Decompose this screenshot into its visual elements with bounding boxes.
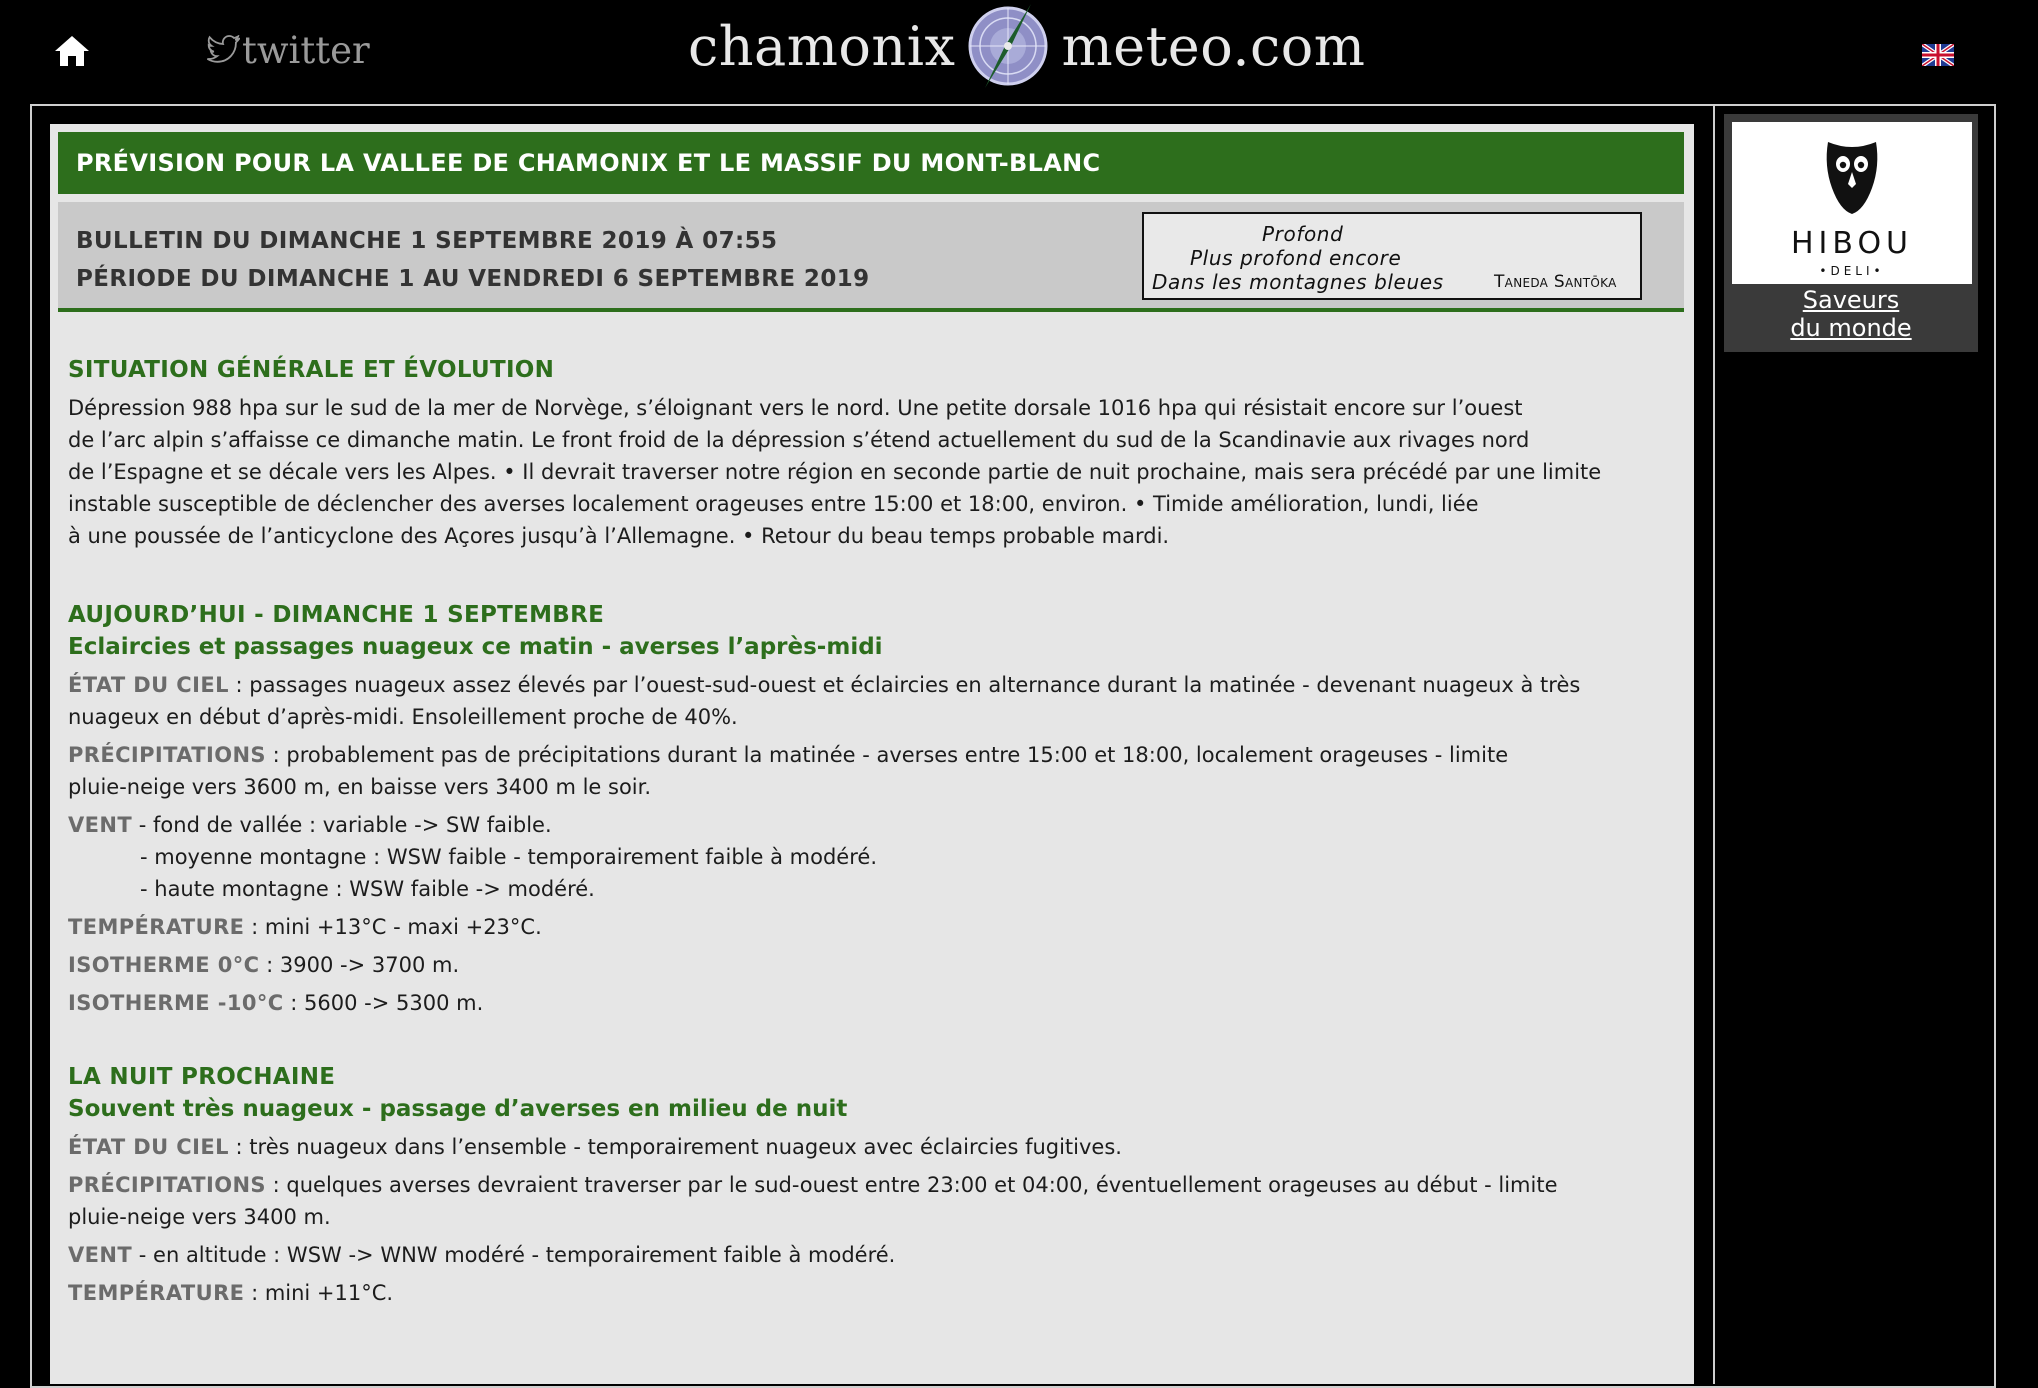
sky-label: ÉTAT DU CIEL — [68, 1135, 229, 1159]
twitter-link[interactable] — [206, 28, 370, 72]
logo-text-left: chamonix — [688, 14, 956, 78]
isotherm-0-label: ISOTHERME 0°C — [68, 953, 260, 977]
situation-line: instable susceptible de déclencher des averses localement orageuses entre 15:00 et 18:00, environ. • Timide amélioration, lundi, liée — [68, 492, 1479, 516]
today-isotherm-0 — [68, 949, 1688, 981]
today-isotherm-10 — [68, 987, 1688, 1019]
sky-value: : passages nuageux assez élevés par l’ouest-sud-ouest et éclaircies en alternance durant la matinée - devenant nuageux à très — [228, 673, 1581, 697]
wind-high-mountain: - haute montagne : WSW faible -> modéré. — [140, 877, 595, 901]
site-logo[interactable] — [688, 0, 1365, 92]
temperature-value: : mini +13°C - maxi +23°C. — [244, 915, 542, 939]
wind-valley: - fond de vallée : variable -> SW faible. — [132, 813, 552, 837]
situation-line: de l’Espagne et se décale vers les Alpes. • Il devrait traverser notre région en seconde partie de nuit prochaine, mais sera précédé par une limite — [68, 460, 1602, 484]
situation-line: de l’arc alpin s’affaisse ce dimanche matin. Le front froid de la dépression s’étend actuellement du sud de la Scandinavie aux rivages nord — [68, 428, 1530, 452]
wind-label: VENT — [68, 813, 133, 837]
today-temperature — [68, 911, 1688, 943]
forecast-content — [68, 354, 1688, 1309]
situation-text — [68, 392, 1688, 552]
situation-line: à une poussée de l’anticyclone des Açores jusqu’à l’Allemagne. • Retour du beau temps probable mardi. — [68, 524, 1170, 548]
precip-label: PRÉCIPITATIONS — [68, 743, 266, 767]
owl-icon — [1822, 136, 1882, 216]
temperature-label: TEMPÉRATURE — [68, 1281, 245, 1305]
wind-mid-mountain: - moyenne montagne : WSW faible - temporairement faible à modéré. — [140, 845, 877, 869]
today-wind — [68, 809, 1688, 905]
top-bar — [0, 0, 2038, 104]
haiku-author: Taneda Santōka — [1494, 272, 1617, 292]
isotherm-10-value: : 5600 -> 5300 m. — [283, 991, 484, 1015]
sky-value-cont: nuageux en début d’après-midi. Ensoleillement proche de 40%. — [68, 705, 738, 729]
night-temperature — [68, 1277, 1688, 1309]
precip-label: PRÉCIPITATIONS — [68, 1173, 266, 1197]
twitter-label: twitter — [242, 28, 370, 72]
haiku-line-2: Plus profond encore — [1190, 246, 1402, 270]
wind-label: VENT — [68, 1243, 133, 1267]
night-wind — [68, 1239, 1688, 1271]
ad-brand: HIBOU — [1790, 226, 1914, 261]
today-subtitle: Eclaircies et passages nuageux ce matin - averses l’après-midi — [68, 634, 883, 660]
bulletin-period: PÉRIODE DU DIMANCHE 1 AU VENDREDI 6 SEPTEMBRE 2019 — [76, 266, 870, 292]
haiku-line-3: Dans les montagnes bleues — [1152, 270, 1444, 294]
ad-brand-sub: •DELI• — [1819, 264, 1885, 278]
logo-text-right: meteo.com — [1061, 14, 1366, 78]
today-precip — [68, 739, 1688, 803]
situation-line: Dépression 988 hpa sur le sud de la mer de Norvège, s’éloignant vers le nord. Une petite dorsale 1016 hpa qui résistait encore sur l’ouest — [68, 396, 1523, 420]
forecast-title: PRÉVISION POUR LA VALLEE DE CHAMONIX ET LE MASSIF DU MONT-BLANC — [58, 132, 1684, 194]
today-sky — [68, 669, 1688, 733]
haiku-box — [1142, 212, 1642, 300]
home-icon[interactable] — [54, 34, 90, 68]
precip-value-cont: pluie-neige vers 3400 m. — [68, 1205, 331, 1229]
night-subtitle: Souvent très nuageux - passage d’averses en milieu de nuit — [68, 1096, 848, 1122]
sky-value: : très nuageux dans l’ensemble - temporairement nuageux avec éclaircies fugitives. — [228, 1135, 1122, 1159]
temperature-label: TEMPÉRATURE — [68, 915, 245, 939]
forecast-panel — [50, 124, 1694, 1384]
night-title: LA NUIT PROCHAINE — [68, 1064, 336, 1090]
haiku-line-1: Profond — [1262, 222, 1344, 246]
column-divider — [1713, 104, 1715, 1384]
today-title: AUJOURD’HUI - DIMANCHE 1 SEPTEMBRE — [68, 602, 605, 628]
night-sky — [68, 1131, 1688, 1163]
ad-line-2: du monde — [1790, 314, 1912, 342]
ad-line-1: Saveurs — [1802, 286, 1900, 314]
night-precip — [68, 1169, 1688, 1233]
english-flag-icon[interactable] — [1922, 44, 1954, 66]
wind-altitude: - en altitude : WSW -> WNW modéré - temporairement faible à modéré. — [132, 1243, 896, 1267]
temperature-value: : mini +11°C. — [244, 1281, 394, 1305]
situation-title: SITUATION GÉNÉRALE ET ÉVOLUTION — [68, 357, 555, 383]
compass-logo-icon — [965, 2, 1051, 90]
precip-value: : quelques averses devraient traverser par le sud-ouest entre 23:00 et 04:00, éventuellement orageuses au début - limite — [265, 1173, 1558, 1197]
sky-label: ÉTAT DU CIEL — [68, 673, 229, 697]
twitter-bird-icon — [206, 35, 240, 65]
precip-value: : probablement pas de précipitations durant la matinée - averses entre 15:00 et 18:00, localement orageuses - limite — [265, 743, 1509, 767]
ad-link-text[interactable] — [1724, 286, 1978, 342]
precip-value-cont: pluie-neige vers 3600 m, en baisse vers 3400 m le soir. — [68, 775, 652, 799]
bulletin-date: BULLETIN DU DIMANCHE 1 SEPTEMBRE 2019 À 07:55 — [76, 228, 778, 254]
hibou-deli-ad[interactable] — [1724, 114, 1978, 352]
isotherm-10-label: ISOTHERME -10°C — [68, 991, 284, 1015]
bulletin-box — [58, 202, 1684, 312]
ad-logo — [1732, 122, 1972, 284]
isotherm-0-value: : 3900 -> 3700 m. — [259, 953, 460, 977]
